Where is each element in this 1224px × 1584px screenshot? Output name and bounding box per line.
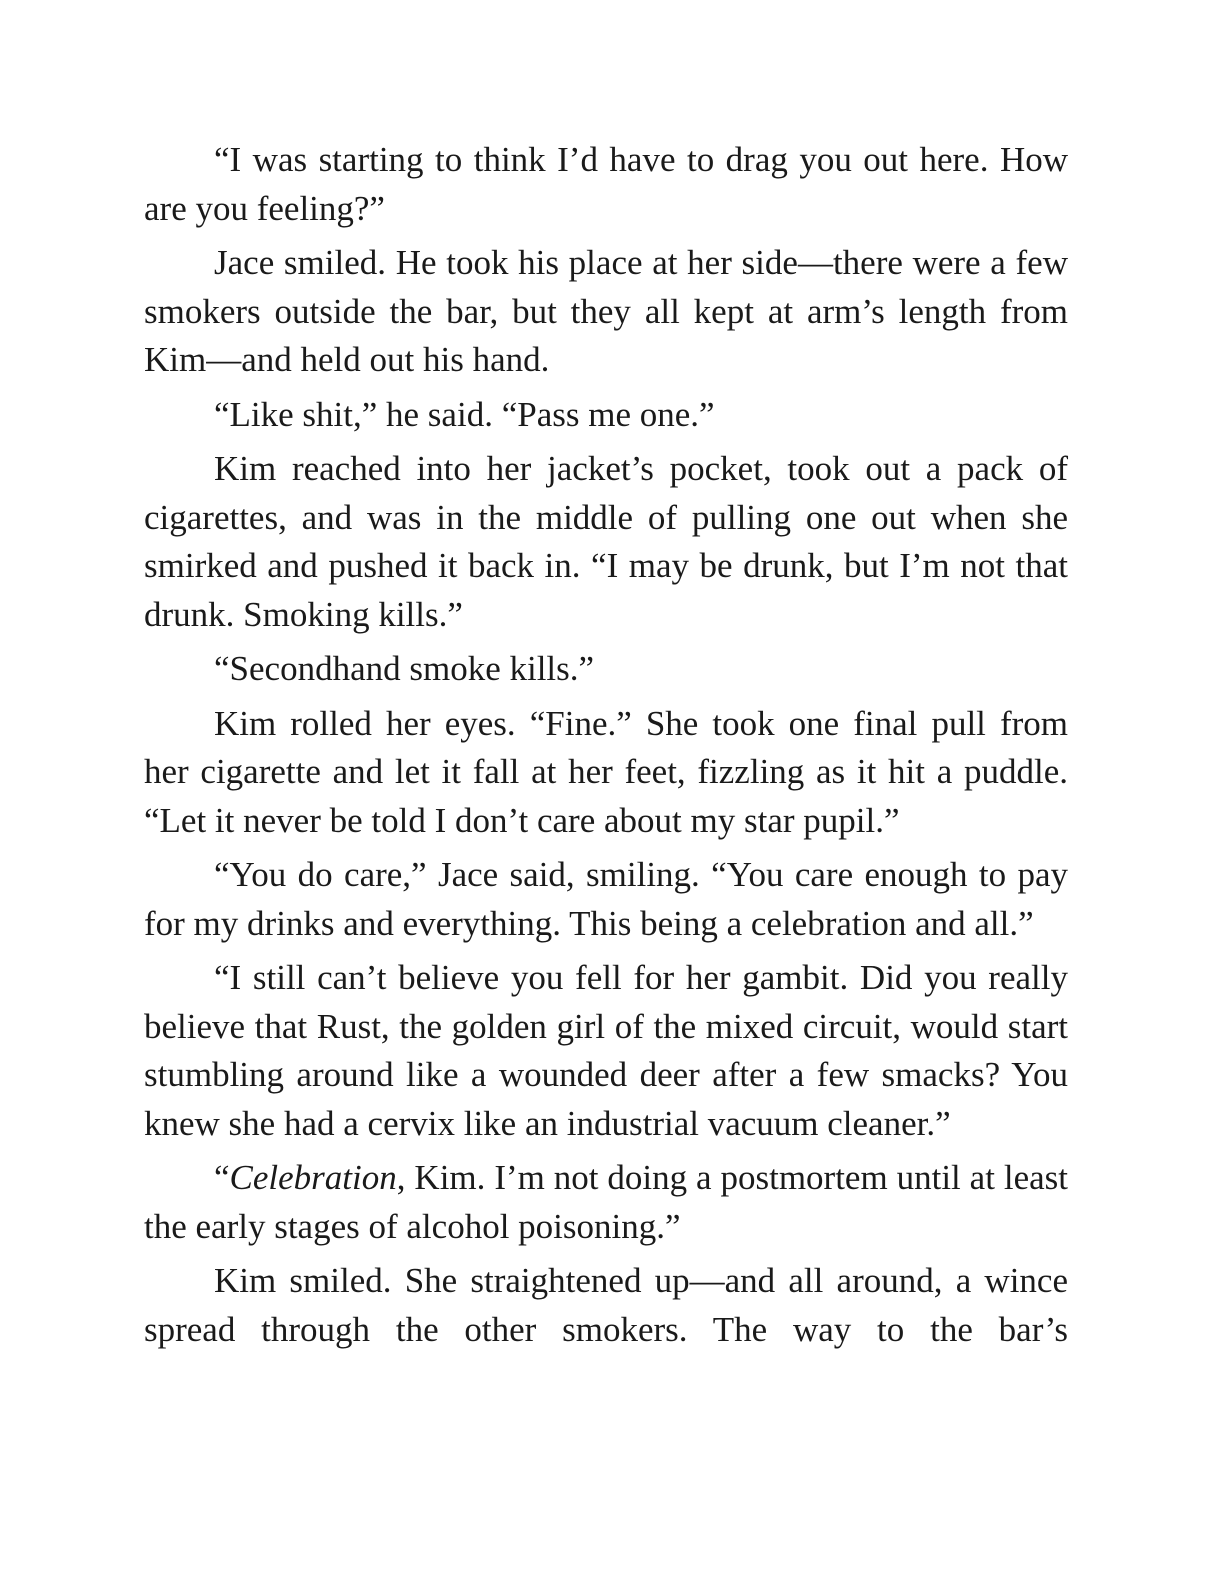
paragraph-3: “Like shit,” he said. “Pass me one.” [214, 394, 715, 434]
paragraph-7: “You do care,” Jace said, smiling. “You care enough to pay for my drinks and everything. This being a celebration and all.” [144, 855, 1068, 943]
open-quote: “ [214, 1158, 230, 1198]
paragraph-2: Jace smiled. He took his place at her side—there were a few smokers outside the bar, but they all kept at arm’s length from Kim—and held out his hand. [144, 242, 1068, 380]
paragraph-6: Kim rolled her eyes. “Fine.” She took one final pull from her cigarette and let it fall at her feet, fizzling as it hit a puddle. “Let it never be told I don’t care about my star pupil.” [144, 703, 1068, 840]
paragraph-5: “Secondhand smoke kills.” [214, 649, 595, 689]
paragraph-9 [144, 1154, 1068, 1251]
paragraph-8: “I still can’t believe you fell for her gambit. Did you really believe that Rust, the golden girl of the mixed circuit, would start stumbling around like a wounded deer after a few smacks? You knew she had a cervix like an industrial vacuum cleaner.” [144, 958, 1068, 1143]
paragraph-1: “I was starting to think I’d have to drag you out here. How are you feeling?” [144, 140, 1068, 228]
paragraph-9-rest: , Kim. I’m not doing a postmortem until at least the early stages of alcohol poisoning.” [144, 1158, 1068, 1246]
paragraph-10: Kim smiled. She straightened up—and all around, a wince spread through the other smokers. The way to the bar’s [144, 1261, 1068, 1349]
body-text [144, 136, 1068, 1360]
italic-word: Celebration [229, 1158, 397, 1198]
paragraph-4: Kim reached into her jacket’s pocket, took out a pack of cigarettes, and was in the middle of pulling one out when she smirked and pushed it back in. “I may be drunk, but I’m not that drunk. Smoking kills.” [144, 448, 1068, 634]
